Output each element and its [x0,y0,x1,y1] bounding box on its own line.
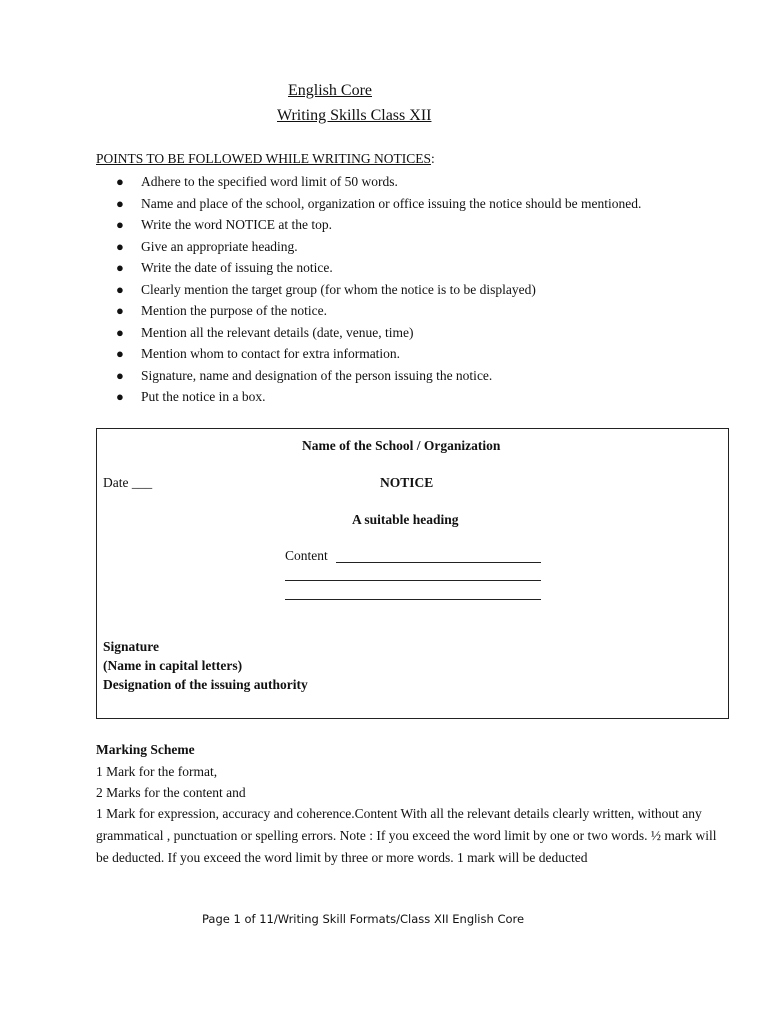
marking-paragraph: 1 Mark for expression, accuracy and coherence.Content With all the relevant details clearly written, without any grammatical , punctuation or spelling errors. Note : If you exceed the word limit by one or two words. ½ mark will be deducted. If you exceed the word limit by three or more words. 1 mark will be deducted [96,806,717,865]
notice-word: NOTICE [380,475,434,490]
point-text: Put the notice in a box. [141,389,266,404]
point-item [96,322,641,344]
points-heading-text: POINTS TO BE FOLLOWED WHILE WRITING NOTICES [96,151,431,166]
bullet-icon: ● [116,281,124,297]
page-footer: Page 1 of 11/Writing Skill Formats/Class XII English Core [202,912,525,926]
point-item [96,365,641,387]
point-text: Mention whom to contact for extra information. [141,346,401,361]
points-list [96,171,641,408]
points-heading [96,151,435,167]
points-heading-colon: : [430,151,435,166]
content-line-1 [336,562,541,563]
point-text: Mention all the relevant details (date, venue, time) [141,324,414,340]
bullet-icon: ● [116,238,124,254]
point-item [96,300,641,322]
point-text: Name and place of the school, organization or office issuing the notice should be mentioned. [141,195,642,211]
notice-heading: A suitable heading [352,512,459,527]
point-item [96,171,641,193]
bullet-icon: ● [116,389,124,404]
point-text: Give an appropriate heading. [141,238,298,254]
point-item [96,386,641,408]
bullet-icon: ● [116,367,124,383]
point-text: Write the date of issuing the notice. [141,260,333,275]
point-text: Adhere to the specified word limit of 50 words. [141,174,398,189]
title-english-core: English Core [288,82,372,99]
bullet-icon: ● [116,303,124,318]
content-line-3 [285,599,541,600]
point-text: Signature, name and designation of the person issuing the notice. [141,367,493,383]
point-text: Write the word NOTICE at the top. [141,217,333,232]
point-item [96,279,641,301]
marking-line-content: 2 Marks for the content and [96,785,246,800]
point-item [96,214,641,236]
marking-line-format: 1 Mark for the format, [96,764,218,779]
title-writing-skills: Writing Skills Class XII [277,107,432,124]
marking-scheme-heading: Marking Scheme [96,742,195,757]
bullet-icon: ● [116,217,124,232]
point-item [96,343,641,365]
content-label: Content [285,548,328,563]
bullet-icon: ● [116,346,124,361]
bullet-icon: ● [116,324,124,340]
date-label: Date ___ [103,475,153,490]
designation-label: Designation of the issuing authority [103,677,308,692]
point-item [96,193,641,215]
bullet-icon: ● [116,174,124,189]
notice-format-box [96,428,729,719]
content-line-2 [285,580,541,581]
point-item [96,236,641,258]
point-text: Mention the purpose of the notice. [141,303,327,318]
name-caps-label: (Name in capital letters) [103,658,243,673]
bullet-icon: ● [116,195,124,211]
point-item [96,257,641,279]
bullet-icon: ● [116,260,124,275]
point-text: Clearly mention the target group (for whom the notice is to be displayed) [141,281,536,297]
signature-label: Signature [103,639,160,654]
org-name: Name of the School / Organization [302,438,501,453]
